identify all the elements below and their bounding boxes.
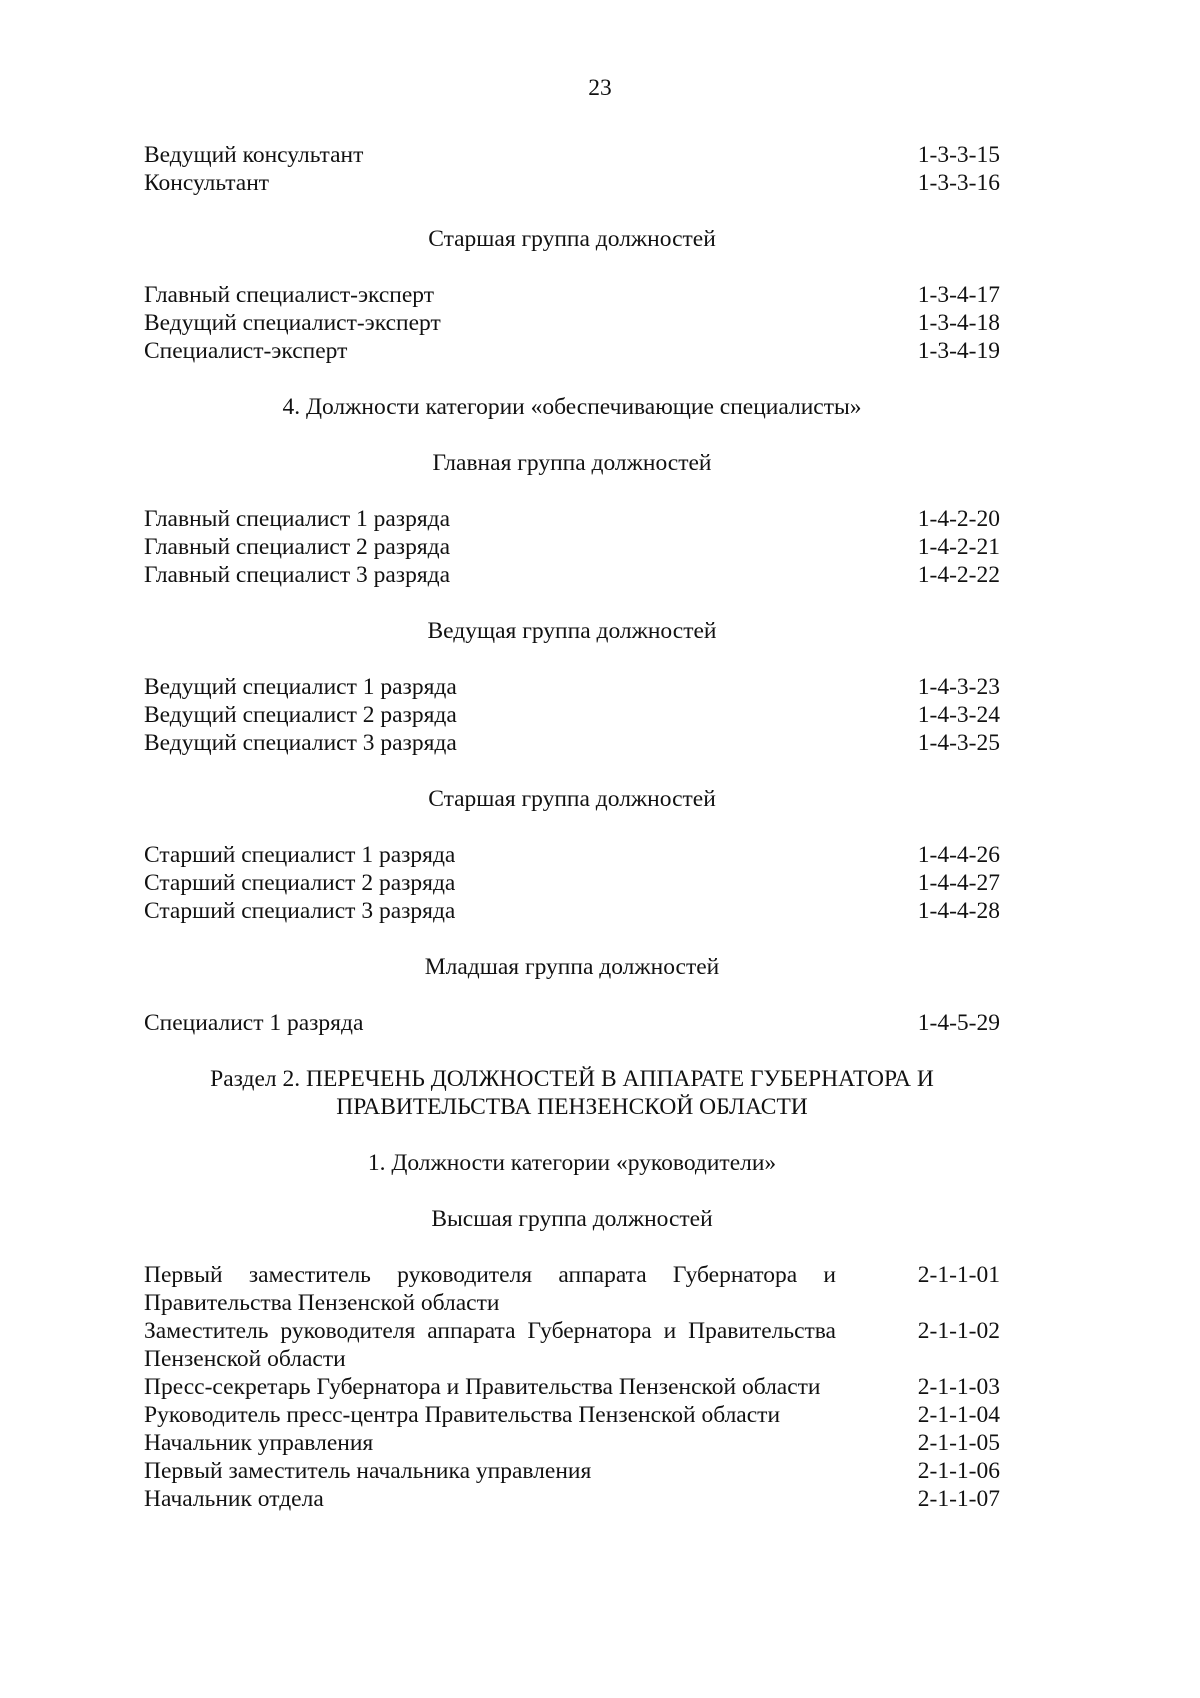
position-code: 2-1-1-07 (917, 1486, 1000, 1512)
position-name: Ведущий консультант (144, 142, 364, 168)
position-row (144, 1457, 1000, 1485)
position-code: 2-1-1-03 (917, 1374, 1000, 1400)
position-row (144, 1261, 1000, 1317)
position-name: Главный специалист-эксперт (144, 282, 435, 308)
position-name: Заместитель руководителя аппарата Губернатора и Правительства Пензенской области (144, 1318, 836, 1372)
position-name: Старший специалист 2 разряда (144, 870, 456, 896)
position-name: Специалист-эксперт (144, 338, 348, 364)
section-title-line: Раздел 2. ПЕРЕЧЕНЬ ДОЛЖНОСТЕЙ В АППАРАТЕ ГУБЕРНАТОРА И (210, 1066, 934, 1092)
group-heading: Ведущая группа должностей (427, 618, 717, 644)
position-row (144, 533, 1000, 561)
position-name: Ведущий специалист 1 разряда (144, 674, 457, 700)
section-title (144, 1065, 1000, 1121)
position-row (144, 869, 1000, 897)
position-row (144, 169, 1000, 197)
position-name: Главный специалист 3 разряда (144, 562, 451, 588)
position-code: 1-4-4-28 (917, 898, 1000, 924)
category-heading: 4. Должности категории «обеспечивающие специалисты» (282, 394, 862, 420)
position-row (144, 1429, 1000, 1457)
position-name: Первый заместитель руководителя аппарата Губернатора и Правительства Пензенской области (144, 1262, 836, 1316)
position-name: Главный специалист 2 разряда (144, 534, 451, 560)
position-code: 1-3-3-15 (917, 142, 1000, 168)
position-code: 1-3-4-19 (917, 338, 1000, 364)
position-code: 1-4-2-20 (917, 506, 1000, 532)
position-row (144, 281, 1000, 309)
position-name: Старший специалист 3 разряда (144, 898, 456, 924)
position-code: 1-4-3-25 (917, 730, 1000, 756)
position-name: Старший специалист 1 разряда (144, 842, 456, 868)
position-code: 2-1-1-02 (917, 1318, 1000, 1344)
position-name: Пресс-секретарь Губернатора и Правительства Пензенской области (144, 1374, 821, 1400)
position-row (144, 673, 1000, 701)
position-row (144, 309, 1000, 337)
group-heading: Главная группа должностей (432, 450, 712, 476)
position-row (144, 1485, 1000, 1513)
position-code: 2-1-1-05 (917, 1430, 1000, 1456)
position-name: Консультант (144, 170, 270, 196)
position-name: Ведущий специалист-эксперт (144, 310, 441, 336)
position-row (144, 1317, 1000, 1373)
position-row (144, 701, 1000, 729)
position-row (144, 841, 1000, 869)
position-code: 1-4-3-24 (917, 702, 1000, 728)
document-content (144, 141, 1000, 1513)
position-name: Начальник управления (144, 1430, 374, 1456)
position-row (144, 337, 1000, 365)
position-code: 1-4-2-22 (917, 562, 1000, 588)
group-heading: Младшая группа должностей (424, 954, 720, 980)
position-row (144, 897, 1000, 925)
position-row (144, 1401, 1000, 1429)
group-heading: Старшая группа должностей (428, 786, 716, 812)
position-code: 2-1-1-04 (917, 1402, 1000, 1428)
position-row (144, 141, 1000, 169)
position-code: 2-1-1-01 (917, 1262, 1000, 1288)
position-code: 1-4-3-23 (917, 674, 1000, 700)
position-name: Руководитель пресс-центра Правительства Пензенской области (144, 1402, 781, 1428)
position-code: 1-4-2-21 (917, 534, 1000, 560)
position-row (144, 1373, 1000, 1401)
position-row (144, 729, 1000, 757)
position-row (144, 561, 1000, 589)
category-heading: 1. Должности категории «руководители» (367, 1150, 777, 1176)
group-heading: Старшая группа должностей (428, 226, 716, 252)
section-title-line: ПРАВИТЕЛЬСТВА ПЕНЗЕНСКОЙ ОБЛАСТИ (336, 1094, 808, 1120)
position-name: Ведущий специалист 3 разряда (144, 730, 457, 756)
position-code: 1-3-4-17 (917, 282, 1000, 308)
position-code: 1-3-3-16 (917, 170, 1000, 196)
position-name: Специалист 1 разряда (144, 1010, 364, 1036)
position-row (144, 1009, 1000, 1037)
position-name: Главный специалист 1 разряда (144, 506, 451, 532)
position-code: 1-4-4-26 (917, 842, 1000, 868)
position-code: 1-4-4-27 (917, 870, 1000, 896)
position-name: Ведущий специалист 2 разряда (144, 702, 457, 728)
position-row (144, 505, 1000, 533)
position-code: 1-3-4-18 (917, 310, 1000, 336)
position-code: 2-1-1-06 (917, 1458, 1000, 1484)
position-name: Первый заместитель начальника управления (144, 1458, 592, 1484)
position-name: Начальник отдела (144, 1486, 324, 1512)
group-heading: Высшая группа должностей (431, 1206, 713, 1232)
position-code: 1-4-5-29 (917, 1010, 1000, 1036)
page-number: 23 (588, 75, 612, 101)
